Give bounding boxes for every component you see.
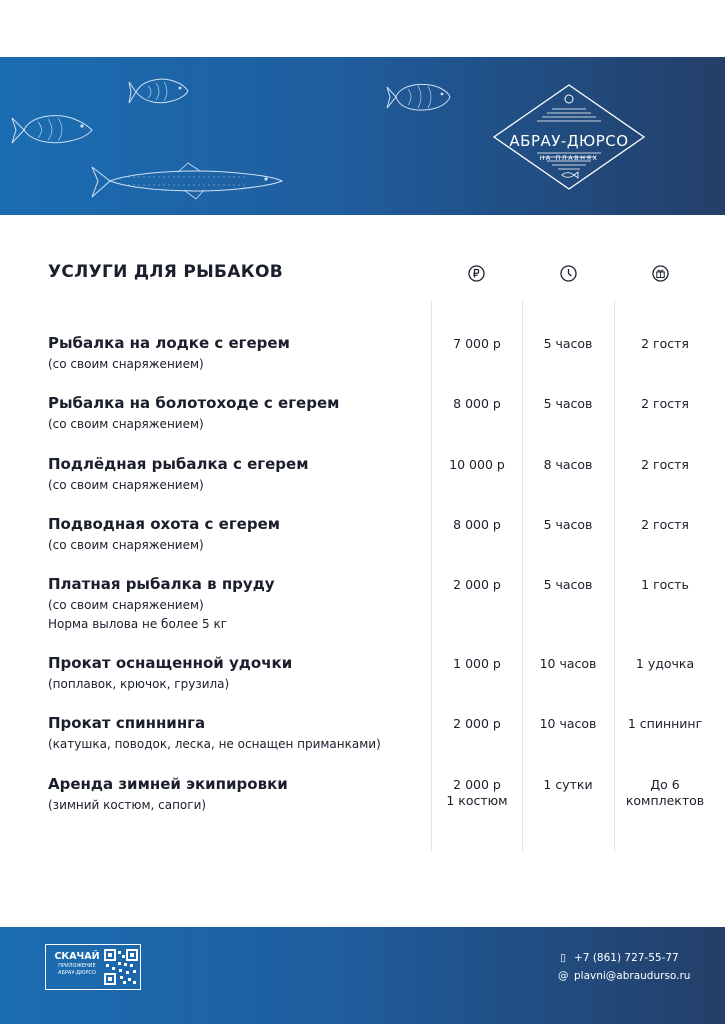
qr-code-icon[interactable] bbox=[104, 949, 138, 985]
service-detail: (поплавок, крючок, грузила) bbox=[48, 677, 230, 691]
app-download-subtitle bbox=[49, 963, 105, 976]
service-price bbox=[432, 777, 522, 809]
service-price: 2 000 р bbox=[453, 716, 501, 731]
service-name: Подлёдная рыбалка с егерем bbox=[48, 455, 309, 473]
logo-text: АБРАУ-ДЮРСО bbox=[509, 132, 629, 150]
service-detail: Норма вылова не более 5 кг bbox=[48, 617, 228, 631]
service-guests: 2 гостя bbox=[641, 517, 689, 532]
crucian-illustration-icon bbox=[386, 79, 454, 115]
column-divider bbox=[614, 300, 615, 852]
header-banner bbox=[0, 57, 725, 215]
service-detail: (со своим снаряжением) bbox=[48, 598, 204, 612]
service-guests bbox=[614, 777, 716, 809]
carp-illustration-icon bbox=[128, 74, 196, 108]
service-guests: 1 спиннинг bbox=[627, 716, 703, 731]
service-price: 8 000 р bbox=[453, 396, 501, 411]
contact-phone[interactable] bbox=[558, 952, 679, 964]
service-detail: (со своим снаряжением) bbox=[48, 478, 204, 492]
service-name: Рыбалка на лодке с егерем bbox=[48, 334, 290, 352]
service-name: Аренда зимней экипировки bbox=[48, 775, 288, 793]
clock-icon bbox=[560, 265, 577, 282]
service-guests-line: комплектов bbox=[625, 793, 705, 808]
service-detail: (со своим снаряжением) bbox=[48, 417, 204, 431]
service-price-line: 2 000 р bbox=[453, 777, 501, 792]
gift-icon bbox=[652, 265, 669, 282]
service-duration: 5 часов bbox=[543, 577, 593, 592]
service-guests: 1 удочка bbox=[635, 656, 695, 671]
page-title: УСЛУГИ ДЛЯ РЫБАКОВ bbox=[48, 262, 283, 282]
phone-icon: ▯ bbox=[560, 952, 566, 964]
pike-illustration-icon bbox=[88, 159, 286, 203]
service-guests: 2 гостя bbox=[641, 457, 689, 472]
service-price: 7 000 р bbox=[453, 336, 501, 351]
service-guests: 1 гость bbox=[641, 577, 689, 592]
service-name: Прокат оснащенной удочки bbox=[48, 654, 293, 672]
service-name: Платная рыбалка в пруду bbox=[48, 575, 275, 593]
service-price: 1 000 р bbox=[453, 656, 501, 671]
app-download-subtitle-line: ПРИЛОЖЕНИЕ bbox=[58, 963, 96, 969]
service-duration: 1 сутки bbox=[543, 777, 593, 792]
app-download-title: СКАЧАЙ bbox=[54, 951, 100, 962]
column-divider bbox=[522, 300, 523, 852]
service-price: 2 000 р bbox=[453, 577, 501, 592]
service-duration: 10 часов bbox=[539, 716, 597, 731]
brand-logo bbox=[492, 83, 646, 191]
service-guests-line: До 6 bbox=[650, 777, 680, 792]
footer-banner bbox=[0, 927, 725, 1024]
service-name: Рыбалка на болотоходе с егерем bbox=[48, 394, 340, 412]
service-duration: 10 часов bbox=[539, 656, 597, 671]
logo-subtitle: НА ПЛАВНЯХ bbox=[539, 154, 599, 162]
service-duration: 8 часов bbox=[543, 457, 593, 472]
service-price-unit: 1 костюм bbox=[446, 793, 508, 808]
service-detail: (со своим снаряжением) bbox=[48, 538, 204, 552]
service-duration: 5 часов bbox=[543, 396, 593, 411]
app-download-subtitle-line: АБРАУ-ДЮРСО bbox=[58, 969, 96, 976]
service-detail: (катушка, поводок, леска, не оснащен приманками) bbox=[48, 737, 381, 751]
service-detail: (зимний костюм, сапоги) bbox=[48, 798, 207, 812]
service-guests: 2 гостя bbox=[641, 336, 689, 351]
service-guests: 2 гостя bbox=[641, 396, 689, 411]
email-address: plavni@abraudurso.ru bbox=[574, 970, 691, 982]
phone-number: +7 (861) 727-55-77 bbox=[574, 952, 679, 964]
column-divider bbox=[431, 300, 432, 852]
at-icon: @ bbox=[558, 970, 569, 982]
service-name: Подводная охота с егерем bbox=[48, 515, 281, 533]
service-name: Прокат спиннинга bbox=[48, 714, 206, 732]
contact-email[interactable] bbox=[558, 970, 690, 982]
service-price: 8 000 р bbox=[453, 517, 501, 532]
service-detail: (со своим снаряжением) bbox=[48, 357, 204, 371]
carp-illustration-icon bbox=[10, 109, 98, 149]
app-download-badge[interactable] bbox=[45, 944, 141, 990]
service-duration: 5 часов bbox=[543, 336, 593, 351]
service-duration: 5 часов bbox=[543, 517, 593, 532]
service-price: 10 000 р bbox=[449, 457, 505, 472]
ruble-icon bbox=[468, 265, 485, 282]
